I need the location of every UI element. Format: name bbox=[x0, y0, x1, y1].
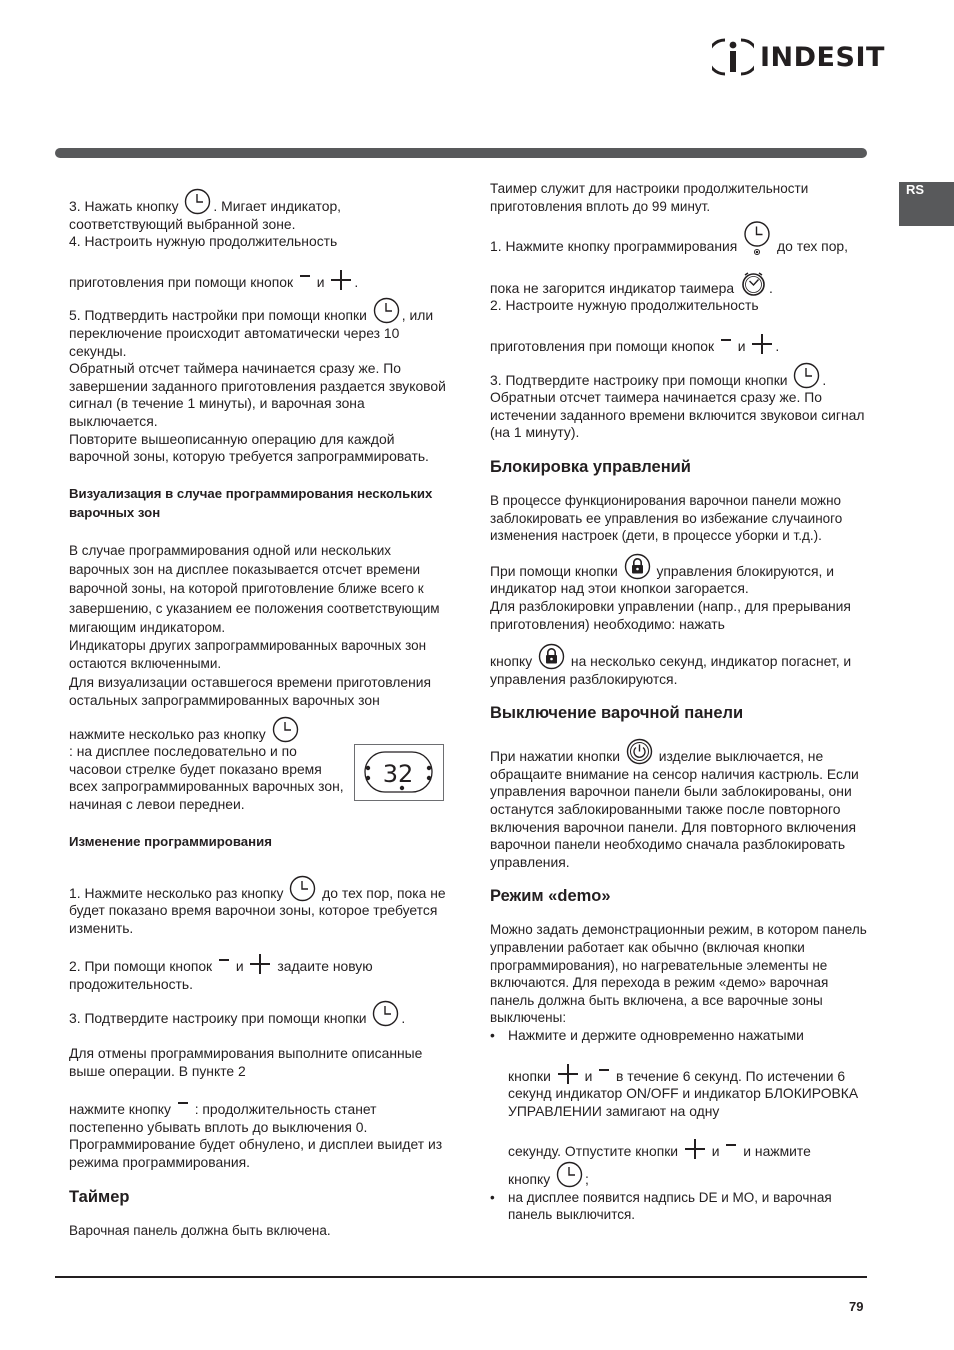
display-digits: 32 bbox=[382, 760, 414, 788]
lock-paragraph-4: кнопку на несколько секунд, индикатор погаснет, и управления разблокируются. bbox=[490, 643, 875, 688]
lock-paragraph-1: В процессе функционирования варочнои панели можно заблокировать ее управления во избежание случаиного изменения настроек (дети, в процессе уборки и т.д.). bbox=[490, 492, 843, 544]
minus-icon bbox=[720, 335, 732, 355]
countdown-text: Обратный отсчет таймера начинается сразу же. По завершении заданного приготовления раздается звуковой сигнал (в течение 1 минуты), и варочная зона выключается. bbox=[69, 360, 446, 429]
plus-icon bbox=[751, 333, 773, 355]
plus-icon bbox=[684, 1138, 706, 1160]
cancel-paragraph: Для отмены программирования выполните описанные выше операции. В пункте 2 bbox=[69, 1045, 423, 1079]
heading-off: Выключение варочной панели bbox=[490, 704, 744, 723]
lock-paragraph-2: При помощи кнопки управления блокируются, и индикатор над этои кнопкои загорается. bbox=[490, 553, 875, 598]
language-tab: RS bbox=[899, 182, 954, 226]
clock-icon bbox=[556, 1161, 583, 1188]
timer-step-1: 1. Нажмите кнопку программирования до тех пор, bbox=[490, 221, 875, 256]
cooktop-display-icon bbox=[355, 745, 442, 799]
repeat-text: Повторите вышеописанную операцию для каждой варочной зоны, которую требуется запрограммировать. bbox=[69, 430, 429, 465]
left-column bbox=[69, 188, 454, 1240]
clock-icon bbox=[793, 362, 820, 389]
page-number: 79 bbox=[849, 1299, 864, 1314]
plus-icon bbox=[249, 953, 271, 975]
power-icon bbox=[626, 738, 653, 765]
clock-icon bbox=[373, 297, 400, 324]
brand-name: INDESIT bbox=[760, 41, 885, 73]
display-illustration bbox=[354, 744, 444, 801]
footer-divider bbox=[55, 1276, 867, 1278]
timer-intro: Таимер служит для настроики продолжительности приготовления вплоть до 99 минут. bbox=[490, 181, 809, 214]
timer-indicator-icon bbox=[740, 270, 767, 297]
step-4: 4. Настроить нужную продолжительность bbox=[69, 233, 338, 250]
minus-icon bbox=[218, 955, 230, 975]
vis-paragraph-1: В случае программирования одной или нескольких варочных зон на дисплее показывается отсчет времени варочной зоны, на которой приготовление ближе всего к завершению, с указанием ее положения соответствующим мигающим индикатором. bbox=[69, 542, 440, 635]
vis-paragraph-2: Индикаторы других запрограммированных варочных зон остаются включенными. bbox=[69, 638, 427, 671]
header-divider bbox=[55, 148, 867, 158]
minus-icon bbox=[299, 271, 311, 291]
right-column bbox=[490, 180, 875, 1224]
minus-icon bbox=[177, 1098, 189, 1118]
step-3: 3. Нажать кнопку . Мигает индикатор, соответствующий выбранной зоне. bbox=[69, 188, 454, 233]
change-step-2: 2. При помощи кнопок и задаите новую продожительность. bbox=[69, 953, 454, 993]
timer-countdown-text: Обратныи отсчет таимера начинается сразу же. По истечении заданного времени включится звуковои сигнал (на 1 минуту). bbox=[490, 389, 865, 441]
off-paragraph: При нажатии кнопки изделие выключается, не обращаите внимание на сенсор наличия кастрюль. Если управления варочнои панели были заблокированы, они останутся заблокированными также после повторного включения варочнои панели. Для повторного включения варочнои панели необходимо сначала разблокировать управления. bbox=[490, 738, 875, 871]
step-5: 5. Подтвердить настройки при помощи кнопки , или переключение происходит автоматически через 10 секунды. bbox=[69, 297, 454, 360]
timer-note: Варочная панель должна быть включена. bbox=[69, 1222, 331, 1238]
demo-bullet-1: • Нажмите и держите одновременно нажатыми кнопки и в течение 6 секунд. По истечении 6 секунд индикатор ON/OFF и индикатор БЛОКИРОВКА УПРАВЛЕНИИ замигают на одну секунду. Отпустите кнопки и и нажмите кнопку ; bbox=[490, 1027, 875, 1189]
brand-logo bbox=[712, 36, 885, 78]
clock-icon bbox=[272, 716, 299, 743]
subheading-visualization: Визуализация в случае программирования нескольких варочных зон bbox=[69, 485, 433, 520]
vis-paragraph-3: Для визуализации оставшегося времени приготовления остальных запрограммированных варочных зон bbox=[69, 674, 432, 708]
lock-icon bbox=[538, 643, 565, 670]
demo-bullet-2: • на дисплее появится надпись DE и MO, и варочная панель выключится. bbox=[490, 1189, 875, 1224]
heading-timer: Таймер bbox=[69, 1187, 130, 1206]
lock-paragraph-3: Для разблокировки управлении (напр., для прерывания приготовления) необходимо: нажать bbox=[490, 597, 851, 632]
subheading-change: Изменение программирования bbox=[69, 833, 272, 849]
clock-icon bbox=[289, 875, 316, 902]
lock-icon bbox=[624, 553, 651, 580]
vis-paragraph-4: нажмите несколько раз кнопку : на дисплее последовательно и по часовои стрелке будет показано время всех запрограммированных варочных зон, начиная с левои переднеи. bbox=[69, 716, 344, 814]
plus-icon bbox=[330, 269, 352, 291]
cancel-paragraph-2: нажмите кнопку : продолжительность станет постепенно убывать вплоть до выключения 0. Программирование будет обнулено, и дисплеи выидет из режима программирования. bbox=[69, 1098, 454, 1171]
minus-icon bbox=[598, 1065, 610, 1085]
timer-step-3: 3. Подтвердите настроику при помощи кнопки . bbox=[490, 362, 875, 390]
indesit-logo-icon bbox=[712, 36, 754, 78]
timer-step-2-cont: приготовления при помощи кнопок и . bbox=[490, 333, 875, 356]
heading-demo: Режим «demo» bbox=[490, 887, 611, 906]
change-step-1: 1. Нажмите несколько раз кнопку до тех пор, пока не будет показано время варочнои зоны, которое требуется изменить. bbox=[69, 875, 454, 938]
minus-icon bbox=[725, 1140, 737, 1160]
clock-icon bbox=[372, 1000, 399, 1027]
heading-lock: Блокировка управлений bbox=[490, 457, 691, 476]
timer-step-2: 2. Настроите нужную продолжительность bbox=[490, 297, 759, 314]
clock-icon bbox=[184, 188, 211, 215]
plus-icon bbox=[557, 1063, 579, 1085]
step-4-cont: приготовления при помощи кнопок и . bbox=[69, 269, 454, 292]
demo-paragraph: Можно задать демонстрационныи режим, в котором панель управлении работает как обычно (включая кнопки программирования), но нагревательные элементы не включаются. Для перехода в режим «демо» варочная панель должна быть включена, а все варочные зоны выключены: bbox=[490, 922, 867, 1026]
clock-with-indicator-icon bbox=[743, 221, 771, 255]
change-step-3: 3. Подтвердите настроику при помощи кнопки . bbox=[69, 1000, 454, 1028]
timer-step-1-cont: пока не загорится индикатор таимера . bbox=[490, 270, 875, 298]
